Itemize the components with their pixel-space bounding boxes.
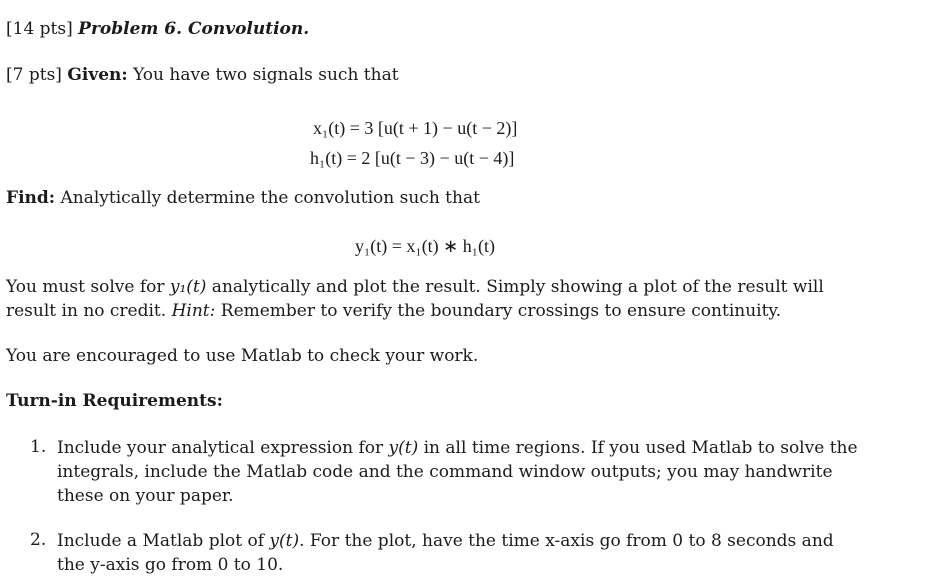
given-line [6, 64, 399, 86]
find-line [6, 187, 480, 209]
instructions-line-2 [6, 300, 781, 322]
equation-y1: y₁(t) = x₁(t) ∗ h₁(t) [355, 236, 496, 256]
instructions-line-1 [6, 276, 824, 298]
instructions-text: analytically and plot the result. Simply showing a plot of the result will [206, 277, 824, 297]
list-item-text: these on your paper. [57, 486, 234, 506]
heading-title: Problem 6. Convolution. [78, 19, 310, 39]
given-points: [7 pts] [6, 65, 62, 85]
find-label: Find: [6, 188, 56, 208]
list-text: in all time regions. If you used Matlab to solve the [418, 438, 858, 458]
list-item-text [57, 530, 834, 552]
y-variable: y(t) [269, 531, 300, 551]
hint-label: Hint: [171, 301, 216, 321]
given-label: Given: [67, 65, 128, 85]
given-text: You have two signals such that [133, 65, 399, 85]
list-number: 1. [30, 437, 47, 457]
y1-variable: y₁(t) [169, 277, 207, 297]
instructions-text: result in no credit. [6, 301, 172, 321]
equation-x1: x₁(t) = 3 [u(t + 1) − u(t − 2)] [313, 118, 518, 138]
instructions-text: You must solve for [6, 277, 170, 297]
matlab-note: You are encouraged to use Matlab to check your work. [6, 346, 479, 366]
list-text: Include your analytical expression for [57, 438, 389, 458]
instructions-text: Remember to verify the boundary crossings to ensure continuity. [215, 301, 782, 321]
list-item-text: integrals, include the Matlab code and the command window outputs; you may handwrite [57, 462, 833, 482]
requirements-title: Turn-in Requirements: [6, 391, 223, 411]
list-number: 2. [30, 530, 47, 550]
heading-points: [14 pts] [6, 19, 73, 39]
equation-h1: h₁(t) = 2 [u(t − 3) − u(t − 4)] [310, 148, 515, 168]
list-item-text [57, 437, 858, 459]
y-variable: y(t) [388, 438, 419, 458]
list-text: Include a Matlab plot of [57, 531, 270, 551]
problem-heading [6, 18, 309, 40]
find-text: Analytically determine the convolution such that [60, 188, 480, 208]
list-text: . For the plot, have the time x-axis go from 0 to 8 seconds and [299, 531, 834, 551]
list-item-text: the y-axis go from 0 to 10. [57, 555, 284, 575]
